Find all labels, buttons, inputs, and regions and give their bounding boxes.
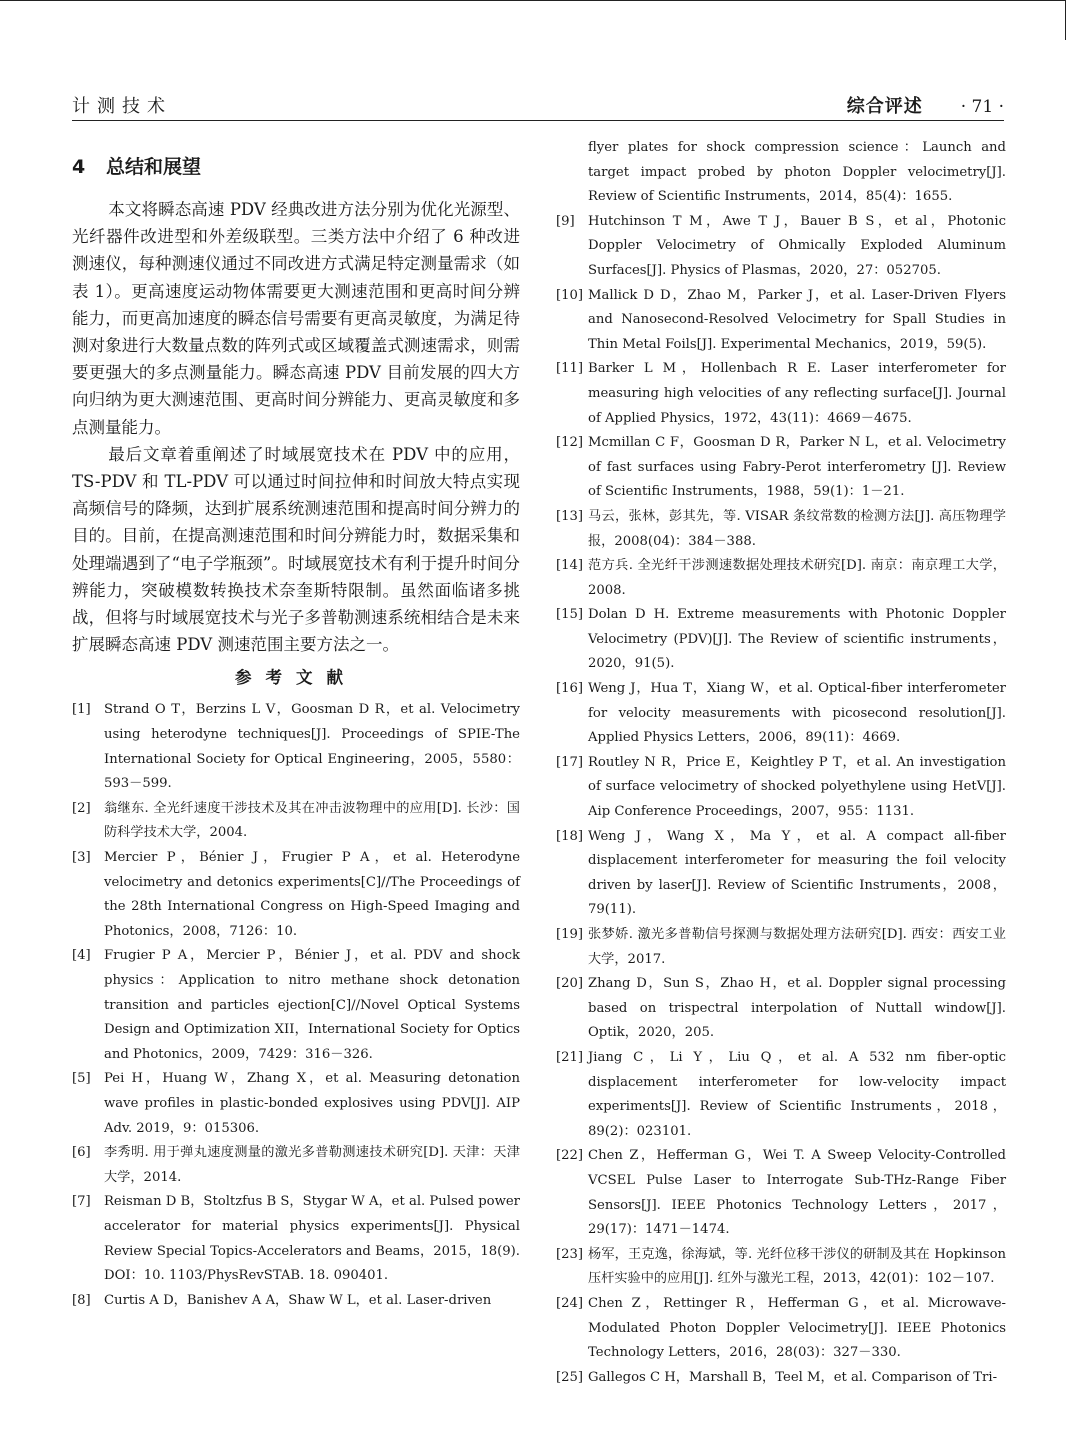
reference-text: Chen Z，Rettinger R，Hefferman G，et al. Microwave-Modulated Photon Doppler Velocimetry[J]. IEEE Photonics Technology Letters，2016，28(03)：327－330. — [588, 1295, 1006, 1361]
reference-number: [20] — [556, 976, 584, 992]
reference-item — [556, 1243, 1006, 1292]
reference-item — [556, 825, 1006, 923]
reference-item — [556, 751, 1006, 825]
journal-name: 计测技术 — [72, 96, 172, 117]
header-rule — [72, 120, 1004, 121]
reference-item — [72, 1141, 520, 1190]
reference-text: Reisman D B，Stoltzfus B S，Stygar W A，et al. Pulsed power accelerator for material physics experiments[J]. Physical Review Special Topics-Accelerators and Beams，2015，18(9). DOI：10. 1103/PhysRevSTAB. 18. 090401. — [104, 1194, 520, 1284]
references-heading: 参考文献 — [235, 668, 357, 688]
reference-item — [556, 1292, 1006, 1366]
reference-number: [7] — [72, 1194, 91, 1210]
reference-continuation — [556, 136, 1006, 210]
reference-text: Pei H，Huang W，Zhang X，et al. Measuring detonation wave profiles in plastic-bonded explosives using PDV[J]. AIP Adv. 2019，9：015306. — [104, 1071, 520, 1136]
reference-number: [5] — [72, 1071, 91, 1087]
reference-item — [72, 797, 520, 846]
reference-text: Barker L M，Hollenbach R E. Laser interferometer for measuring high velocities of any reflecting surface[J]. Journal of Applied Physics，1972，43(11)：4669－4675. — [588, 361, 1006, 426]
reference-number: [11] — [556, 361, 584, 377]
reference-text: Gallegos C H，Marshall B，Teel M，et al. Comparison of Tri- — [588, 1369, 998, 1385]
section-title: 总结和展望 — [106, 156, 202, 178]
reference-number: [13] — [556, 508, 584, 524]
section-label: 综合评述 — [846, 96, 923, 117]
reference-text: Chen Z，Hefferman G，Wei T. A Sweep Velocity-Controlled VCSEL Pulse Laser to Interrogate Sub-THz-Range Fiber Sensors[J]. IEEE Photonics Technology Letters，2017，29(17)：1471－1474. — [588, 1148, 1006, 1238]
reference-item — [556, 1046, 1006, 1144]
paragraph: 本文将瞬态高速 PDV 经典改进方法分别为优化光源型、光纤器件改进型和外差级联型。三类方法中介绍了 6 种改进测速仪，每种测速仪通过不同改进方式满足特定测量需求（如表 1）。更高速度运动物体需要更大测速范围和更高时间分辨能力，而更高加速度的瞬态信号需要有更高灵敏度，为满足待测对象进行大数量点数的阵列式或区域覆盖式测速需求，则需要更强大的多点测量能力。瞬态高速 PDV 目前发展的四大方向归纳为更大测速范围、更高时间分辨能力、更高灵敏度和多点测量能力。 — [72, 200, 520, 437]
header-right — [847, 92, 1004, 118]
reference-text: Dolan D H. Extreme measurements with Photonic Doppler Velocimetry (PDV)[J]. The Review of scientific instruments，2020，91(5). — [588, 607, 1006, 672]
section-number: 4 — [72, 156, 86, 178]
reference-number: [19] — [556, 927, 584, 942]
reference-text: Strand O T，Berzins L V，Goosman D R，et al. Velocimetry using heterodyne techniques[J]. Proceedings of SPIE-The International Society for Optical Engineering，2005，5580：593－599. — [104, 702, 520, 792]
reference-text: Curtis A D，Banishev A A，Shaw W L，et al. Laser-driven — [104, 1292, 492, 1308]
reference-number: [17] — [556, 754, 584, 770]
reference-item — [556, 505, 1006, 554]
reference-number: [23] — [556, 1246, 584, 1262]
page-number: · 71 · — [960, 97, 1004, 117]
reference-number: [8] — [72, 1292, 91, 1308]
reference-item — [72, 846, 520, 944]
reference-number: [4] — [72, 948, 91, 964]
reference-number: [16] — [556, 681, 584, 697]
reference-text: 张梦娇. 激光多普勒信号探测与数据处理方法研究[D]. 西安：西安工业大学，2017. — [588, 927, 1006, 967]
reference-item — [72, 1190, 520, 1288]
reference-item — [556, 210, 1006, 284]
section-heading — [72, 154, 520, 180]
reference-item — [72, 1289, 520, 1314]
reference-text: Hutchinson T M，Awe T J，Bauer B S，et al，Photonic Doppler Velocimetry of Ohmically Exploded Aluminum Surfaces[J]. Physics of Plasmas，2020，27：052705. — [588, 213, 1006, 278]
reference-item — [556, 284, 1006, 358]
reference-number: [24] — [556, 1295, 584, 1311]
reference-number: [1] — [72, 702, 91, 718]
reference-text: 李秀明. 用于弹丸速度测量的激光多普勒测速技术研究[D]. 天津：天津大学，2014. — [104, 1145, 520, 1185]
reference-text: Weng J，Wang X，Ma Y，et al. A compact all-fiber displacement interferometer for measuring the foil velocity driven by laser[J]. Review of Scientific Instruments，2008，79(11). — [588, 828, 1006, 918]
reference-number: [10] — [556, 287, 584, 303]
reference-item — [72, 1067, 520, 1141]
references-list-right — [556, 210, 1006, 1391]
reference-item — [556, 677, 1006, 751]
reference-item — [72, 698, 520, 796]
reference-number: [22] — [556, 1148, 584, 1164]
reference-text: Weng J，Hua T，Xiang W，et al. Optical-fiber interferometer for velocity measurements with picosecond resolution[J]. Applied Physics Letters，2006，89(11)：4669. — [588, 681, 1006, 746]
reference-item — [556, 1366, 1006, 1391]
reference-text: Routley N R，Price E，Keightley P T，et al. An investigation of surface velocimetry of shocked polyethylene using HetV[J]. Aip Conference Proceedings，2007，955：1131. — [588, 754, 1006, 820]
page-top-rule — [0, 0, 1066, 1]
reference-text: Mcmillan C F，Goosman D R，Parker N L，et al. Velocimetry of fast surfaces using Fabry-Perot interferometry [J]. Review of Scientific Instruments，1988，59(1)：1－21. — [588, 435, 1006, 500]
paragraph: 最后文章着重阐述了时域展宽技术在 PDV 中的应用，TS-PDV 和 TL-PDV 可以通过时间拉伸和时间放大特点实现高频信号的降频，达到扩展系统测速范围和提高时间分辨力的目的。目前，在提高测速范围和时间分辨能力时，数据采集和处理端遇到了“电子学瓶颈”。时域展宽技术有利于提升时间分辨能力，突破模数转换技术奈奎斯特限制。虽然面临诸多挑战，但将与时域展宽技术与光子多普勒测速系统相结合是未来扩展瞬态高速 PDV 测速范围主要方法之一。 — [72, 444, 520, 655]
reference-text: 杨军，王克逸，徐海斌，等. 光纤位移干涉仪的研制及其在 Hopkinson 压杆实验中的应用[J]. 红外与激光工程，2013，42(01)：102－107. — [588, 1246, 1006, 1287]
reference-item — [556, 972, 1006, 1046]
reference-number: [25] — [556, 1369, 584, 1385]
reference-number: [21] — [556, 1049, 584, 1065]
reference-text: Frugier P A，Mercier P，Bénier J，et al. PDV and shock physics：Application to nitro methane shock detonation transition and particles ejection[C]//Novel Optical Systems Design and Optimization XII，International Society for Optics and Photonics，2009，7429：316－326. — [104, 948, 520, 1062]
reference-text: Mallick D D，Zhao M，Parker J，et al. Laser-Driven Flyers and Nanosecond-Resolved Velocimetry for Spall Studies in Thin Metal Foils[J]. Experimental Mechanics，2019，59(5). — [588, 287, 1006, 352]
reference-text: 马云，张林，彭其先，等. VISAR 条纹常数的检测方法[J]. 高压物理学报，2008(04)：384－388. — [588, 508, 1006, 549]
reference-item — [556, 554, 1006, 603]
running-header — [72, 92, 1004, 120]
reference-number: [9] — [556, 213, 575, 229]
reference-number: [6] — [72, 1145, 91, 1161]
reference-number: [2] — [72, 800, 91, 816]
reference-item — [556, 431, 1006, 505]
reference-item — [72, 944, 520, 1067]
reference-text: 范方兵. 全光纤干涉测速数据处理技术研究[D]. 南京：南京理工大学，2008. — [588, 558, 1006, 598]
reference-text: Jiang C，Li Y，Liu Q，et al. A 532 nm fiber-optic displacement interferometer for low-velocity impact experiments[J]. Review of Scientific Instruments，2018，89(2)：023101. — [588, 1049, 1006, 1139]
reference-item — [556, 923, 1006, 972]
right-column — [556, 136, 1006, 1390]
reference-number: [15] — [556, 607, 584, 623]
reference-number: [14] — [556, 558, 584, 574]
reference-item — [556, 603, 1006, 677]
reference-item — [556, 1144, 1006, 1242]
reference-text: Zhang D，Sun S，Zhao H，et al. Doppler signal processing based on trispectral interpolation of Nuttall window[J]. Optik，2020，205. — [588, 976, 1006, 1041]
reference-number: [18] — [556, 828, 584, 844]
reference-text: 翁继东. 全光纤速度干涉技术及其在冲击波物理中的应用[D]. 长沙：国防科学技术大学，2004. — [104, 800, 520, 841]
reference-number: [3] — [72, 850, 91, 866]
reference-item — [556, 357, 1006, 431]
reference-text: Mercier P，Bénier J，Frugier P A，et al. Heterodyne velocimetry and detonics experiments[C]//The Proceedings of the 28th International Congress on High-Speed Imaging and Photonics，2008，7126：10. — [104, 850, 520, 939]
reference-text: flyer plates for shock compression science：Launch and target impact probed by photon Doppler velocimetry[J]. Review of Scientific Instruments，2014，85(4)：1655. — [588, 140, 1006, 205]
references-list-left — [72, 698, 520, 1313]
left-column — [72, 136, 520, 1313]
reference-number: [12] — [556, 435, 584, 451]
